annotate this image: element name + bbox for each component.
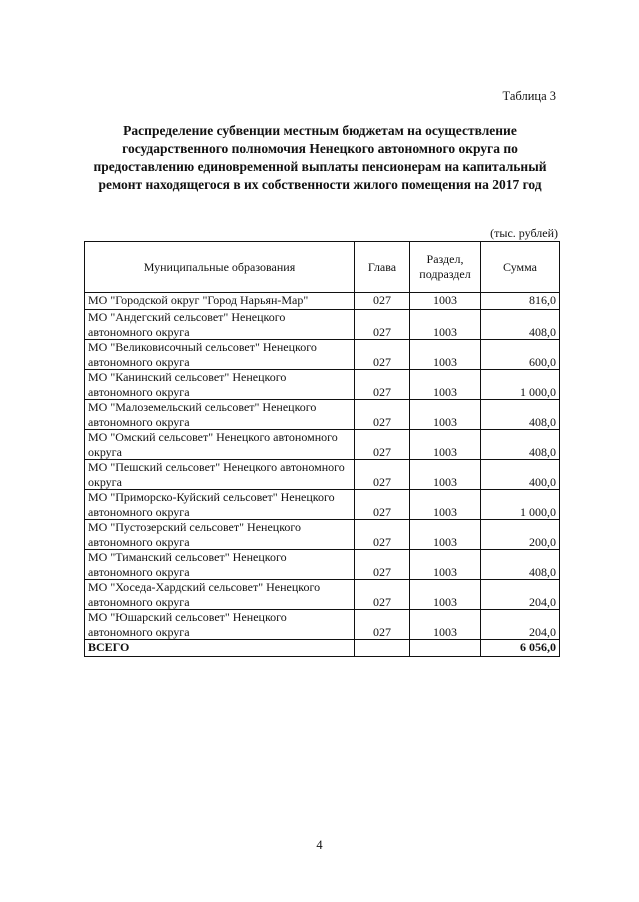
row-sum: 1 000,0 [481,370,560,400]
row-sum: 408,0 [481,400,560,430]
table-label: Таблица 3 [502,89,556,103]
document-title: Распределение субвенции местным бюджетам на осуществление государственного полномочия Ненецкого автономного округа по предоставлению единовременной выплаты пенсионерам на капитальный ремонт находящегося в их собственности жилого помещения на 2017 год [93,123,547,192]
row-municipality: МО "Великовисочный сельсовет" Ненецкого автономного округа [85,340,355,370]
row-municipality: МО "Хоседа-Хардский сельсовет" Ненецкого автономного округа [85,580,355,610]
row-section: 1003 [410,400,481,430]
row-section: 1003 [410,550,481,580]
row-municipality: МО "Пешский сельсовет" Ненецкого автономного округа [85,460,355,490]
table-row [85,430,560,460]
row-municipality: МО "Юшарский сельсовет" Ненецкого автономного округа [85,610,355,640]
row-section: 1003 [410,520,481,550]
total-sum: 6 056,0 [481,640,560,657]
header-sum: Сумма [481,242,560,293]
row-section: 1003 [410,460,481,490]
table-row [85,610,560,640]
row-chapter: 027 [355,400,410,430]
row-municipality: МО "Омский сельсовет" Ненецкого автономного округа [85,430,355,460]
total-label: ВСЕГО [85,640,355,657]
row-chapter: 027 [355,460,410,490]
row-sum: 200,0 [481,520,560,550]
row-chapter: 027 [355,610,410,640]
row-chapter: 027 [355,490,410,520]
row-section: 1003 [410,430,481,460]
row-sum: 400,0 [481,460,560,490]
unit-note: (тыс. рублей) [490,226,558,240]
row-sum: 204,0 [481,610,560,640]
row-sum: 1 000,0 [481,490,560,520]
row-municipality: МО "Тиманский сельсовет" Ненецкого автономного округа [85,550,355,580]
subvention-table [84,241,560,657]
row-sum: 204,0 [481,580,560,610]
table-row [85,400,560,430]
table-row [85,340,560,370]
row-municipality: МО "Городской округ "Город Нарьян-Мар" [85,293,355,310]
table-row [85,310,560,340]
row-chapter: 027 [355,580,410,610]
row-section: 1003 [410,490,481,520]
row-municipality: МО "Канинский сельсовет" Ненецкого автономного округа [85,370,355,400]
row-section: 1003 [410,610,481,640]
row-sum: 408,0 [481,550,560,580]
row-chapter: 027 [355,340,410,370]
row-section: 1003 [410,310,481,340]
row-chapter: 027 [355,293,410,310]
total-row [85,640,560,657]
row-municipality: МО "Приморско-Куйский сельсовет" Ненецкого автономного округа [85,490,355,520]
total-empty-section [410,640,481,657]
row-chapter: 027 [355,370,410,400]
table-row [85,520,560,550]
header-chapter: Глава [355,242,410,293]
table-row [85,293,560,310]
row-section: 1003 [410,340,481,370]
header-section: Раздел, подраздел [410,242,481,293]
table-header-row [85,242,560,293]
row-section: 1003 [410,580,481,610]
total-empty-chapter [355,640,410,657]
row-chapter: 027 [355,550,410,580]
table-row [85,370,560,400]
row-chapter: 027 [355,310,410,340]
row-municipality: МО "Андегский сельсовет" Ненецкого автономного округа [85,310,355,340]
row-sum: 816,0 [481,293,560,310]
row-section: 1003 [410,370,481,400]
table-row [85,550,560,580]
row-sum: 600,0 [481,340,560,370]
page-number: 4 [316,838,323,852]
table-row [85,490,560,520]
row-chapter: 027 [355,520,410,550]
row-chapter: 027 [355,430,410,460]
row-sum: 408,0 [481,310,560,340]
table-row [85,460,560,490]
row-municipality: МО "Малоземельский сельсовет" Ненецкого автономного округа [85,400,355,430]
table-row [85,580,560,610]
row-section: 1003 [410,293,481,310]
row-sum: 408,0 [481,430,560,460]
row-municipality: МО "Пустозерский сельсовет" Ненецкого автономного округа [85,520,355,550]
header-municipality: Муниципальные образования [85,242,355,293]
